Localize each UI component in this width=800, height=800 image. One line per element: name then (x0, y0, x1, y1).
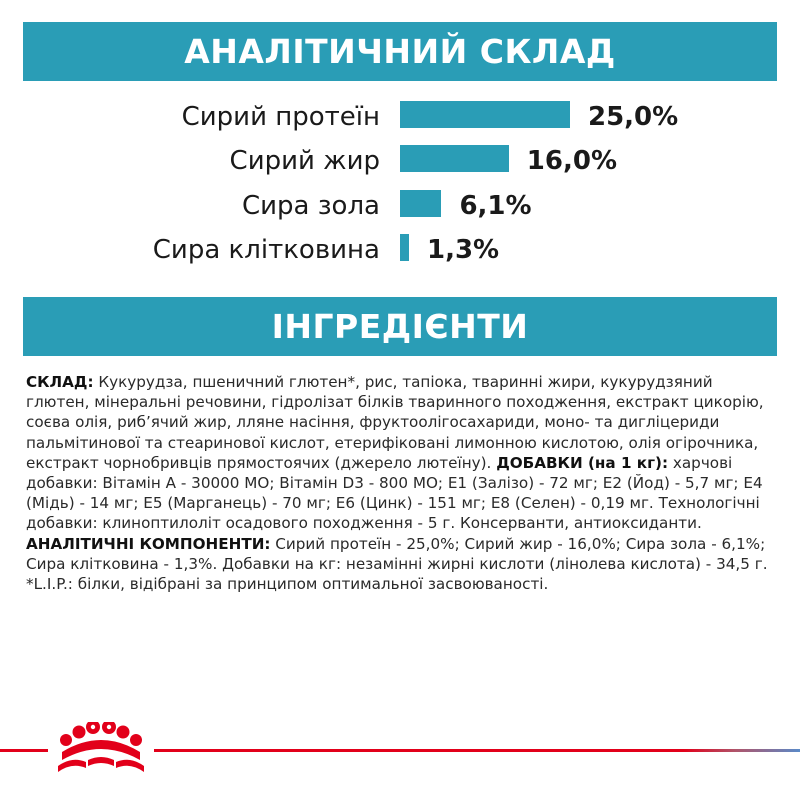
additives-label: ДОБАВКИ (на 1 кг): (496, 453, 669, 472)
metric-label: Сира клітковина (152, 235, 380, 265)
metric-bar (400, 234, 409, 261)
ingredients-line: Сира клітковина - 1,3%. Добавки на кг: незамінні жирні кислоти (лінолева кислота) - 34,5 г. (26, 554, 768, 573)
ingredients-banner (23, 297, 777, 356)
metric-bar (400, 101, 570, 128)
metric-value: 6,1% (459, 191, 532, 221)
metric-label: Сирий жир (229, 146, 380, 176)
ingredients-text-fragment: Кукурудза, пшеничний глютен*, рис, тапіока, тваринні жири, кукурудзяний (93, 373, 713, 391)
royal-canin-crown-icon (52, 722, 150, 782)
ingredients-text (26, 372, 778, 594)
ingredients-text-fragment: екстракт чорнобривців прямостоячих (джерело лютеїну). (26, 453, 497, 472)
metric-row-ash (0, 186, 800, 226)
ingredients-line: пальмітинової та стеаринової кислот, етерифіковані лимонною кислотою, олія огірочника, (26, 433, 759, 452)
ingredients-line: добавки: Вітамін A - 30000 МО; Вітамін D3 - 800 МО; E1 (Залізо) - 72 мг; E2 (Йод) - 5,7 мг; E4 (26, 474, 763, 493)
metric-value: 25,0% (588, 102, 679, 132)
ingredients-line: добавки: клиноптилоліт осадового походження - 5 г. Консерванти, антиоксиданти. (26, 514, 702, 533)
ingredients-text-fragment: харчові (668, 453, 733, 472)
metric-row-fibre (0, 230, 800, 270)
metric-label: Сира зола (241, 191, 380, 221)
metric-row-fat (0, 141, 800, 181)
metric-value: 1,3% (427, 235, 500, 265)
ingredients-line (26, 534, 778, 554)
metric-bar (400, 190, 441, 217)
ingredients-line: (Мідь) - 14 мг; E5 (Марганець) - 70 мг; E6 (Цинк) - 151 мг; E8 (Селен) - 0,19 мг. Технологічні (26, 494, 760, 513)
red-divider-left (0, 749, 48, 752)
ingredients-line: *L.I.P.: білки, відібрані за принципом оптимальної засвоюваності. (26, 575, 549, 594)
components-label: АНАЛІТИЧНІ КОМПОНЕНТИ: (26, 534, 271, 553)
metric-label: Сирий протеїн (181, 102, 380, 132)
ingredients-line (26, 372, 778, 392)
ingredients-text-fragment: Сирий протеїн - 25,0%; Сирий жир - 16,0%; Сира зола - 6,1%; (270, 534, 766, 553)
red-divider-right (154, 749, 800, 752)
ingredients-line (26, 453, 778, 473)
metric-bar (400, 145, 509, 172)
analytics-banner (23, 22, 777, 81)
footer (0, 722, 800, 782)
metric-value: 16,0% (526, 146, 617, 176)
ingredients-line: глютен, мінеральні речовини, гідролізат білків тваринного походження, екстракт цикорію, (26, 393, 764, 412)
metric-row-protein (0, 97, 800, 137)
analytics-title: АНАЛІТИЧНИЙ СКЛАД (184, 32, 616, 71)
ingredients-title: ІНГРЕДІЄНТИ (271, 307, 529, 346)
ingredients-line: соєва олія, риб’ячий жир, лляне насіння, фруктоолігосахариди, моно- та дигліцериди (26, 413, 720, 432)
sklad-label: СКЛАД: (26, 373, 94, 391)
